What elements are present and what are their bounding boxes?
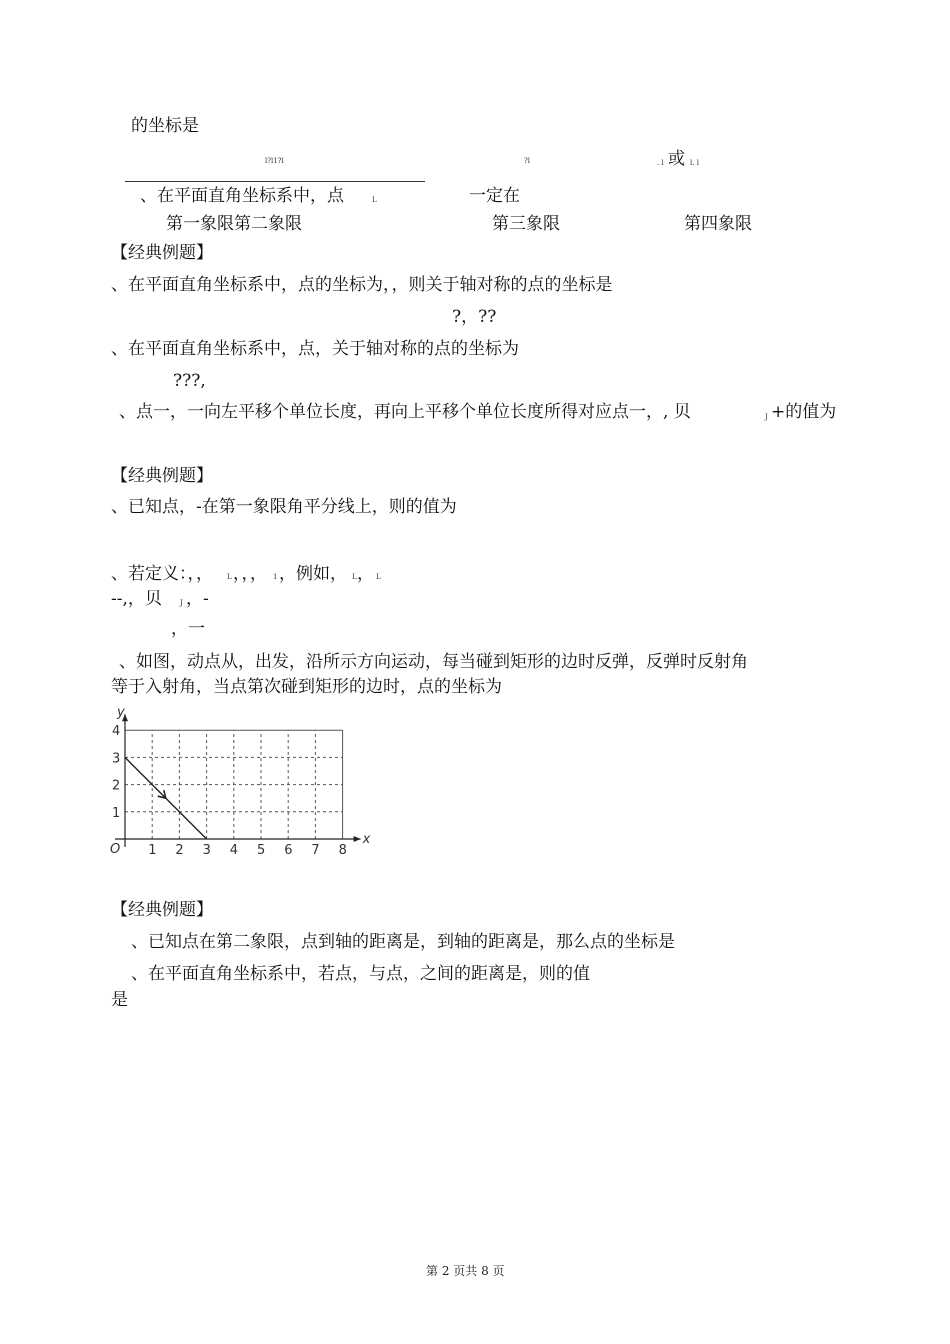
answer-underline (125, 181, 425, 182)
garbled-mark: L (376, 573, 381, 581)
answer-text: ???, (173, 371, 206, 391)
option-text: 第一象限第二象限 (166, 214, 302, 234)
section-heading: 【经典例题】 (111, 900, 213, 920)
option-text: 第四象限 (684, 214, 752, 234)
x-tick-label: 2 (175, 843, 184, 858)
garbled-mark: l. l (690, 159, 699, 167)
garbled-mark: J (765, 413, 768, 421)
question-text: 、如图，动点从，出发，沿所示方向运动，每当碰到矩形的边时反弹，反弹时反射角 (119, 652, 748, 672)
option-text: 第三象限 (492, 214, 560, 234)
garbled-mark: ?l (524, 157, 530, 165)
question-text: ，例如， (279, 564, 347, 584)
text-line: 的坐标是 (131, 116, 199, 136)
question-text: 一定在 (469, 186, 520, 206)
garbled-mark: l?l1?l (265, 157, 284, 165)
question-text: 、已知点，-在第一象限角平分线上，则的值为 (111, 497, 457, 517)
x-tick-label: 3 (202, 843, 211, 858)
y-tick-label: 3 (112, 751, 121, 767)
x-tick-label: 1 (148, 843, 157, 858)
question-text: ，一 (171, 619, 205, 639)
y-tick-label: 1 (112, 805, 121, 821)
question-text: 、在平面直角坐标系中，若点，与点，之间的距离是，则的值 (131, 964, 590, 984)
garbled-mark: L (352, 573, 357, 581)
text-or: 或 (668, 149, 685, 169)
origin-label: O (110, 842, 121, 857)
question-text: ， (357, 564, 374, 584)
question-text: +的值为 (771, 402, 837, 422)
section-heading: 【经典例题】 (111, 243, 213, 263)
question-text: 、点一，一向左平移个单位长度，再向上平移个单位长度所得对应点一，, 贝 (119, 402, 691, 422)
question-text: 、在平面直角坐标系中，点的坐标为，，则关于轴对称的点的坐标是 (111, 275, 613, 295)
motion-path-line (125, 757, 207, 839)
question-text: 等于入射角，当点第次碰到矩形的边时，点的坐标为 (111, 677, 502, 697)
answer-text: ?，?? (452, 307, 497, 327)
question-text: ，，， (233, 564, 267, 584)
question-text: 是 (111, 990, 128, 1010)
garbled-mark: . l (657, 159, 664, 167)
x-tick-label: 8 (338, 843, 347, 858)
x-tick-label: 7 (311, 843, 320, 858)
x-axis-arrow (354, 836, 361, 842)
question-text: ，- (186, 589, 209, 609)
question-text: --,，贝 (111, 589, 162, 609)
garbled-mark: J (180, 599, 183, 607)
y-tick-label: 4 (112, 724, 121, 740)
x-tick-label: 4 (229, 843, 239, 858)
question-text: 、在平面直角坐标系中，点 (140, 186, 344, 206)
x-axis-label: x (362, 832, 371, 847)
garbled-mark: 1 (273, 573, 278, 581)
page-footer: 第 2 页共 8 页 (426, 1264, 505, 1278)
x-tick-label: 6 (284, 843, 293, 858)
question-text: 、在平面直角坐标系中，点，关于轴对称的点的坐标为 (111, 339, 519, 359)
y-axis-label: y (117, 705, 125, 721)
garbled-mark: L (372, 196, 377, 204)
y-tick-label: 2 (112, 778, 121, 794)
section-heading: 【经典例题】 (111, 466, 213, 486)
garbled-mark: L (227, 573, 232, 581)
x-tick-label: 5 (257, 843, 266, 858)
question-text: 、若定义：，， (111, 564, 213, 584)
question-text: 、已知点在第二象限，点到轴的距离是，到轴的距离是，那么点的坐标是 (131, 932, 675, 952)
coordinate-grid-figure (100, 702, 380, 862)
